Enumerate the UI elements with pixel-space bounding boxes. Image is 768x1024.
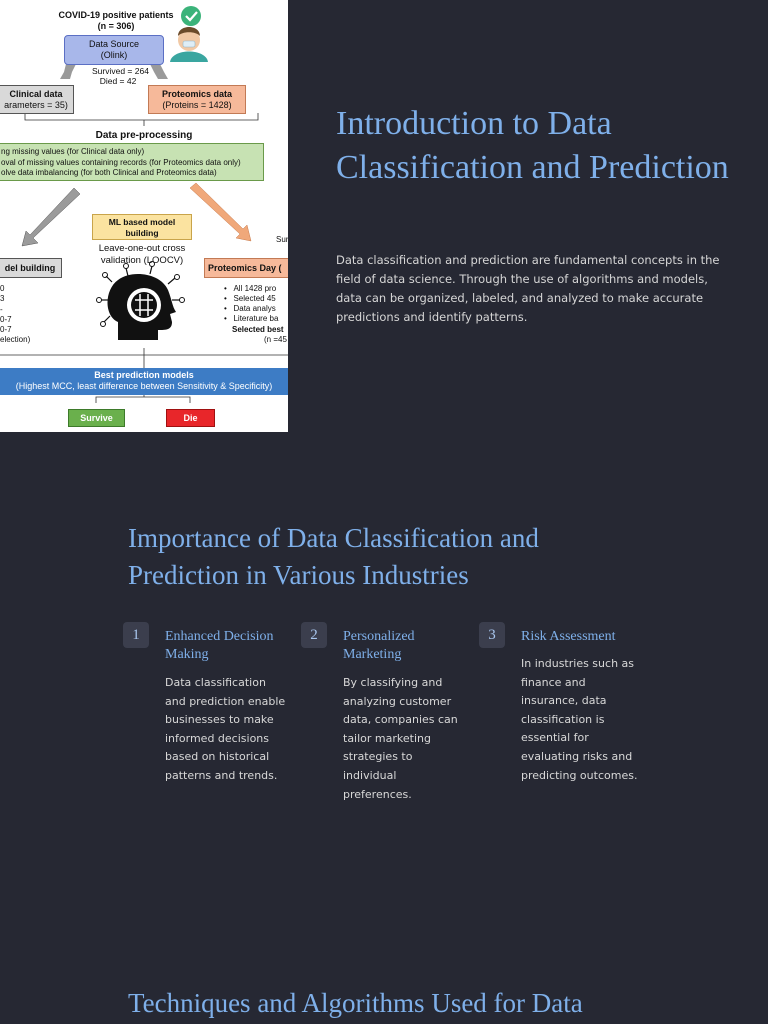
card-title: Enhanced Decision Making bbox=[165, 629, 274, 662]
doctor-icon bbox=[170, 27, 208, 62]
loocv-label bbox=[86, 243, 198, 267]
card-text: By classifying and analyzing customer data, companies can tailor marketing strategies to individual preferences. bbox=[343, 676, 458, 801]
card-number: 1 bbox=[123, 622, 149, 648]
selected-best: Selected best bbox=[232, 325, 284, 334]
pre-line-2: oval of missing values containing records (for Proteomics data only) bbox=[1, 157, 241, 167]
importance-title: Importance of Data Classification and Prediction in Various Industries bbox=[128, 523, 539, 590]
left-list-item: 0 bbox=[0, 284, 5, 293]
card-text: Data classification and prediction enable businesses to make informed decisions based on historical patterns and trends. bbox=[165, 676, 286, 782]
survive-box: Survive bbox=[68, 409, 125, 427]
data-source-label: Data Source bbox=[88, 39, 140, 49]
right-list bbox=[224, 284, 278, 324]
right-list-text: Selected 45 bbox=[233, 294, 276, 303]
best-sub: (Highest MCC, least difference between Sensitivity & Specificity) bbox=[15, 381, 273, 391]
card-number: 3 bbox=[479, 622, 505, 648]
best-models-box bbox=[0, 368, 288, 395]
preprocessing-box bbox=[0, 143, 264, 181]
card-text: In industries such as finance and insurance, data classification is essential for evaluating risks and predicting outcomes. bbox=[521, 657, 638, 782]
left-list-item: election) bbox=[0, 335, 31, 345]
proteomics-data-box bbox=[148, 85, 246, 114]
right-list-text: Literature ba bbox=[233, 314, 279, 323]
left-list bbox=[0, 284, 30, 346]
left-list-item: 3 bbox=[0, 294, 5, 304]
right-list-item: • Literature ba bbox=[224, 314, 279, 323]
pre-line-1: ng missing values (for Clinical data only) bbox=[1, 147, 145, 156]
flow-title bbox=[0, 10, 232, 32]
left-list-item: 0-7 bbox=[0, 314, 12, 324]
ml-line-2: building bbox=[125, 227, 159, 238]
left-list-item: - bbox=[0, 304, 3, 314]
ml-line-1: ML based model bbox=[108, 217, 176, 227]
proteomics-title: Proteomics data bbox=[161, 89, 233, 99]
techniques-title: Techniques and Algorithms Used for Data bbox=[128, 988, 583, 1018]
die-box: Die bbox=[166, 409, 215, 427]
proteomics-sub: (Proteins = 1428) bbox=[162, 100, 232, 110]
data-source-box bbox=[64, 35, 164, 65]
sur-fragment: Sur bbox=[276, 235, 288, 244]
clinical-title: Clinical data bbox=[9, 89, 63, 99]
clinical-data-box bbox=[0, 85, 74, 114]
card-number: 2 bbox=[301, 622, 327, 648]
loocv-line-1: Leave-one-out cross bbox=[98, 243, 186, 254]
card-title: Personalized Marketing bbox=[343, 629, 415, 662]
right-list-item: • All 1428 pro bbox=[224, 284, 277, 293]
ml-model-box bbox=[92, 214, 192, 240]
flowchart-figure bbox=[0, 0, 288, 432]
pre-line-3: olve data imbalancing (for both Clinical and Proteomics data) bbox=[1, 168, 217, 177]
best-title: Best prediction models bbox=[94, 370, 194, 380]
card-title: Risk Assessment bbox=[521, 629, 616, 644]
proteomics-day-box: Proteomics Day ( bbox=[204, 258, 288, 278]
left-list-item: 0-7 bbox=[0, 325, 12, 335]
intro-text: Data classification and prediction are fundamental concepts in the field of data science. Through the use of algorithms and models, data can be organized, labeled, and analyzed to make accurate predictions and identify patterns. bbox=[336, 253, 720, 324]
loocv-line-2: validation (LOOCV) bbox=[100, 255, 184, 266]
right-list-text: All 1428 pro bbox=[233, 284, 277, 293]
intro-title: Introduction to Data Classification and Prediction bbox=[336, 105, 729, 186]
survived-count: Survived = 264 bbox=[92, 66, 149, 76]
right-list-item: • Selected 45 bbox=[224, 294, 276, 303]
outcome-counts bbox=[92, 66, 149, 86]
right-list-text: Data analys bbox=[233, 304, 276, 313]
right-list-item: • Data analys bbox=[224, 304, 276, 313]
data-source-sub: (Olink) bbox=[100, 50, 128, 60]
preprocessing-title: Data pre-processing bbox=[95, 130, 193, 141]
model-building-box: del building bbox=[0, 258, 62, 278]
died-count: Died = 42 bbox=[99, 76, 137, 86]
n45-label: (n =45 bbox=[264, 335, 287, 344]
clinical-sub: arameters = 35) bbox=[4, 100, 68, 110]
brain-head-icon bbox=[97, 262, 185, 341]
flow-title-line1: COVID-19 positive patients bbox=[58, 10, 174, 20]
flow-title-line2: (n = 306) bbox=[97, 21, 135, 31]
